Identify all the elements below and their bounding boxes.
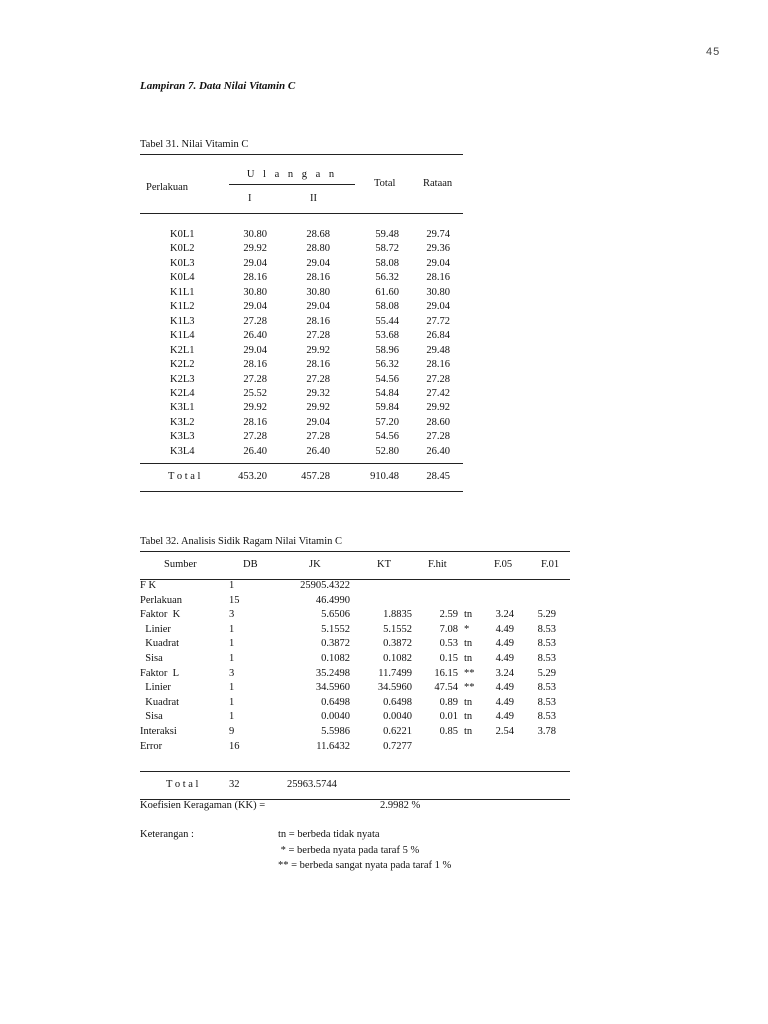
table31-cell-ii: 28.16 — [306, 272, 330, 284]
table32-cell-fh: 2.59 — [439, 609, 458, 621]
table32-cell-sig: ** — [464, 682, 475, 694]
table32-cell-jk: 5.5986 — [321, 726, 350, 737]
table31-cell-rataan: 28.16 — [426, 359, 450, 371]
table32-total-top-rule — [140, 771, 570, 772]
table31-cell-i: 27.28 — [243, 315, 267, 327]
table32-cell-db: 3 — [229, 667, 235, 679]
table32-cell-jk: 34.5960 — [315, 682, 350, 694]
table32-cell-jk: 0.1082 — [321, 653, 350, 664]
table31-total-ii: 457.28 — [301, 471, 330, 482]
table31-cell-i: 28.16 — [243, 416, 267, 428]
table32-cell-kt: 0.3872 — [383, 638, 412, 650]
table32-cell-db: 3 — [229, 609, 235, 621]
table32-total-label: T o t a l — [166, 779, 199, 790]
table32-cell-jk: 0.3872 — [321, 638, 350, 650]
table32-cell-fh: 0.89 — [439, 696, 458, 708]
table31-cell-rataan: 27.28 — [426, 431, 450, 443]
table31-cell-total: 59.84 — [375, 402, 399, 414]
table32-cell-sig: ** — [464, 667, 475, 679]
table31-cell-i: 28.16 — [243, 272, 267, 284]
table32-cell-s: Linier — [140, 682, 171, 694]
table31-total-i: 453.20 — [238, 471, 267, 482]
table31-cell-i: 29.04 — [243, 301, 267, 313]
table31-cell-p: K1L3 — [170, 315, 195, 327]
table31-cell-i: 29.92 — [243, 402, 267, 414]
table31-cell-total: 53.68 — [375, 330, 399, 342]
table31-cell-ii: 28.16 — [306, 359, 330, 371]
table32-cell-s: Sisa — [140, 653, 163, 664]
table31-header-i: I — [248, 193, 252, 204]
table31-cell-p: K0L3 — [170, 257, 195, 269]
table31-top-rule — [140, 154, 463, 155]
table31-cell-i: 27.28 — [243, 373, 267, 385]
table31-cell-rataan: 29.36 — [426, 243, 450, 255]
table32-header-kt: KT — [377, 559, 391, 570]
table32-total-db: 32 — [229, 779, 240, 790]
table32-cell-kt: 34.5960 — [377, 682, 412, 694]
notes-line: * = berbeda nyata pada taraf 5 % — [278, 845, 420, 856]
table32-cell-f05: 4.49 — [495, 653, 514, 664]
table32-cell-db: 16 — [229, 740, 240, 752]
table32-cell-db: 1 — [229, 638, 235, 650]
table31-cell-i: 29.04 — [243, 344, 267, 356]
table31-cell-ii: 30.80 — [306, 286, 330, 298]
table31-cell-ii: 29.04 — [306, 416, 330, 428]
table31-cell-rataan: 29.04 — [426, 257, 450, 269]
table31-cell-i: 29.04 — [243, 257, 267, 269]
table32-cell-db: 1 — [229, 682, 235, 694]
table32-cell-db: 1 — [229, 696, 235, 708]
table31-cell-p: K1L4 — [170, 330, 195, 342]
table31-cell-p: K2L1 — [170, 344, 195, 356]
table31-cell-rataan: 28.16 — [426, 272, 450, 284]
table31-cell-p: K3L1 — [170, 402, 195, 414]
table32-cell-fh: 0.85 — [439, 726, 458, 737]
table31-cell-total: 54.56 — [375, 373, 399, 385]
table31-header-total: Total — [374, 178, 396, 189]
kk-label: Koefisien Keragaman (KK) = — [140, 800, 266, 811]
table31-cell-ii: 27.28 — [306, 431, 330, 443]
table32-cell-jk: 46.4990 — [315, 594, 350, 606]
table31-cell-rataan: 30.80 — [426, 286, 450, 298]
table31-cell-p: K1L2 — [170, 301, 195, 313]
table32-cell-kt: 0.0040 — [383, 711, 412, 723]
table32-cell-fh: 0.15 — [439, 653, 458, 664]
table31-cell-p: K0L4 — [170, 272, 195, 284]
table31-cell-rataan: 29.74 — [426, 229, 450, 240]
table32-cell-kt: 1.8835 — [383, 609, 412, 621]
table31-total-total: 910.48 — [370, 471, 399, 482]
table32-cell-f05: 4.49 — [495, 638, 514, 650]
table31-cell-total: 61.60 — [375, 286, 399, 298]
table32-cell-f01: 8.53 — [537, 711, 556, 723]
table31-cell-total: 52.80 — [375, 445, 399, 457]
table31-caption: Tabel 31. Nilai Vitamin C — [140, 139, 249, 150]
table31-cell-rataan: 26.40 — [426, 445, 450, 457]
table32-cell-s: Faktor L — [140, 667, 180, 679]
table31-cell-rataan: 26.84 — [426, 330, 450, 342]
table31-header-rataan: Rataan — [423, 178, 453, 189]
table32-cell-s: Perlakuan — [140, 594, 182, 606]
table31-cell-p: K2L3 — [170, 373, 195, 385]
table32-cell-f01: 3.78 — [537, 726, 556, 737]
table32-cell-s: Faktor K — [140, 609, 181, 621]
table32-cell-jk: 11.6432 — [316, 740, 350, 752]
table32-cell-fh: 0.01 — [439, 711, 458, 723]
table31-total-label: T o t a l — [168, 471, 201, 482]
table32-cell-jk: 0.6498 — [321, 696, 350, 708]
table32-cell-f05: 4.49 — [495, 682, 514, 694]
table32-cell-db: 1 — [229, 653, 235, 664]
table32-cell-f05: 4.49 — [495, 711, 514, 723]
table31-cell-p: K3L2 — [170, 416, 195, 428]
table32-cell-f01: 8.53 — [537, 623, 556, 635]
table32-header-db: DB — [243, 559, 258, 570]
table31-cell-ii: 29.92 — [306, 402, 330, 414]
table31-cell-rataan: 28.60 — [426, 416, 450, 428]
table32-cell-fh: 47.54 — [434, 682, 458, 694]
table31-total-rule — [140, 463, 463, 464]
table31-cell-i: 26.40 — [243, 330, 267, 342]
table32-cell-s: F K — [140, 580, 157, 591]
table32-header-jk: JK — [309, 559, 321, 570]
table31-cell-ii: 27.28 — [306, 373, 330, 385]
table31-header-perlakuan: Perlakuan — [146, 182, 188, 193]
table32-cell-db: 9 — [229, 726, 235, 737]
table32-cell-db: 15 — [229, 594, 240, 606]
table32-cell-s: Kuadrat — [140, 638, 180, 650]
table32-cell-s: Interaksi — [140, 726, 177, 737]
table32-cell-sig: tn — [464, 653, 473, 664]
table31-cell-total: 56.32 — [375, 359, 399, 371]
table32-cell-db: 1 — [229, 580, 235, 591]
table31-cell-i: 26.40 — [243, 445, 267, 457]
table31-cell-total: 58.08 — [375, 257, 399, 269]
table32-cell-f05: 4.49 — [495, 623, 514, 635]
page-number: 45 — [706, 46, 721, 58]
table32-cell-sig: * — [464, 623, 470, 635]
table32-cell-jk: 25905.4322 — [300, 580, 350, 591]
table32-cell-f01: 8.53 — [537, 682, 556, 694]
table32-cell-sig: tn — [464, 638, 473, 650]
notes-label: Keterangan : — [140, 829, 194, 840]
table31-cell-p: K2L2 — [170, 359, 195, 371]
table31-cell-p: K0L1 — [170, 229, 195, 240]
table32-cell-s: Error — [140, 740, 163, 752]
table31-ulangan-rule — [229, 184, 355, 185]
table32-cell-db: 1 — [229, 711, 235, 723]
table31-header-rule — [140, 213, 463, 214]
table31-cell-total: 55.44 — [375, 315, 399, 327]
table31-cell-total: 59.48 — [375, 229, 399, 240]
table32-cell-jk: 35.2498 — [315, 667, 350, 679]
table31-cell-i: 28.16 — [243, 359, 267, 371]
table31-cell-rataan: 27.28 — [426, 373, 450, 385]
table32-cell-f05: 4.49 — [495, 696, 514, 708]
table32-cell-kt: 0.1082 — [383, 653, 412, 664]
table31-cell-p: K2L4 — [170, 387, 195, 399]
table31-cell-total: 58.96 — [375, 344, 399, 356]
notes-line: ** = berbeda sangat nyata pada taraf 1 % — [278, 860, 452, 871]
table32-cell-sig: tn — [464, 609, 473, 621]
table32-cell-kt: 0.6498 — [383, 696, 412, 708]
table31-cell-p: K0L2 — [170, 243, 195, 255]
table32-cell-f01: 8.53 — [537, 638, 556, 650]
table31-cell-rataan: 27.72 — [426, 315, 450, 327]
table32-cell-f01: 8.53 — [537, 653, 556, 664]
table31-cell-total: 54.56 — [375, 431, 399, 443]
table32-cell-f01: 5.29 — [537, 609, 556, 621]
table31-cell-ii: 26.40 — [306, 445, 330, 457]
table31-cell-i: 30.80 — [243, 286, 267, 298]
table32-cell-kt: 11.7499 — [378, 667, 412, 679]
table31-cell-ii: 28.68 — [306, 229, 330, 240]
table32-cell-f05: 3.24 — [495, 609, 514, 621]
table31-cell-rataan: 29.48 — [426, 344, 450, 356]
table32-cell-jk: 5.6506 — [321, 609, 350, 621]
table31-cell-ii: 27.28 — [306, 330, 330, 342]
table32-total-jk: 25963.5744 — [287, 779, 337, 790]
table32-cell-s: Kuadrat — [140, 696, 180, 708]
table31-cell-ii: 28.16 — [306, 315, 330, 327]
table31-cell-total: 56.32 — [375, 272, 399, 284]
table31-cell-p: K3L4 — [170, 445, 195, 457]
table31-cell-ii: 29.32 — [306, 387, 330, 399]
table31-cell-i: 25.52 — [243, 387, 267, 399]
table31-cell-ii: 29.04 — [306, 301, 330, 313]
table32-cell-f05: 2.54 — [495, 726, 514, 737]
table31-cell-total: 58.72 — [375, 243, 399, 255]
table32-cell-kt: 0.7277 — [383, 740, 412, 752]
table31-cell-rataan: 29.92 — [426, 402, 450, 414]
table32-cell-sig: tn — [464, 726, 473, 737]
table32-cell-s: Sisa — [140, 711, 163, 723]
appendix-heading: Lampiran 7. Data Nilai Vitamin C — [140, 80, 296, 92]
table31-cell-ii: 28.80 — [306, 243, 330, 255]
table31-cell-rataan: 29.04 — [426, 301, 450, 313]
table31-cell-total: 57.20 — [375, 416, 399, 428]
table31-cell-i: 29.92 — [243, 243, 267, 255]
table32-cell-kt: 0.6221 — [383, 726, 412, 737]
table32-top-rule — [140, 551, 570, 552]
table32-header-f05: F.05 — [494, 559, 513, 570]
table31-header-ulangan: U l a n g a n — [246, 169, 338, 180]
notes-line: tn = berbeda tidak nyata — [278, 829, 380, 840]
table32-header-f01: F.01 — [541, 559, 560, 570]
table31-cell-i: 30.80 — [243, 229, 267, 240]
table32-cell-fh: 0.53 — [439, 638, 458, 650]
table32-cell-fh: 7.08 — [439, 623, 458, 635]
table32-header-sumber: Sumber — [164, 559, 197, 570]
table31-bottom-rule — [140, 491, 463, 492]
table32-cell-fh: 16.15 — [434, 667, 458, 679]
table32-cell-sig: tn — [464, 696, 473, 708]
table32-cell-sig: tn — [464, 711, 473, 723]
table32-cell-f01: 8.53 — [537, 696, 556, 708]
table31-cell-total: 58.08 — [375, 301, 399, 313]
table32-cell-f05: 3.24 — [495, 667, 514, 679]
table32-cell-jk: 0.0040 — [321, 711, 350, 723]
table31-header-ii: II — [310, 193, 317, 204]
table31-cell-p: K3L3 — [170, 431, 195, 443]
table31-cell-i: 27.28 — [243, 431, 267, 443]
table32-cell-db: 1 — [229, 623, 235, 635]
table32-cell-kt: 5.1552 — [383, 623, 412, 635]
kk-value: 2.9982 % — [380, 800, 421, 811]
table31-total-rataan: 28.45 — [426, 471, 450, 482]
table32-cell-s: Linier — [140, 623, 171, 635]
table31-cell-ii: 29.04 — [306, 257, 330, 269]
table31-cell-p: K1L1 — [170, 286, 195, 298]
table31-cell-ii: 29.92 — [306, 344, 330, 356]
table32-cell-f01: 5.29 — [537, 667, 556, 679]
table32-cell-jk: 5.1552 — [321, 623, 350, 635]
table31-cell-total: 54.84 — [375, 387, 399, 399]
table31-cell-rataan: 27.42 — [426, 387, 450, 399]
table32-caption: Tabel 32. Analisis Sidik Ragam Nilai Vitamin C — [140, 536, 343, 547]
table32-header-fhit: F.hit — [428, 559, 447, 570]
